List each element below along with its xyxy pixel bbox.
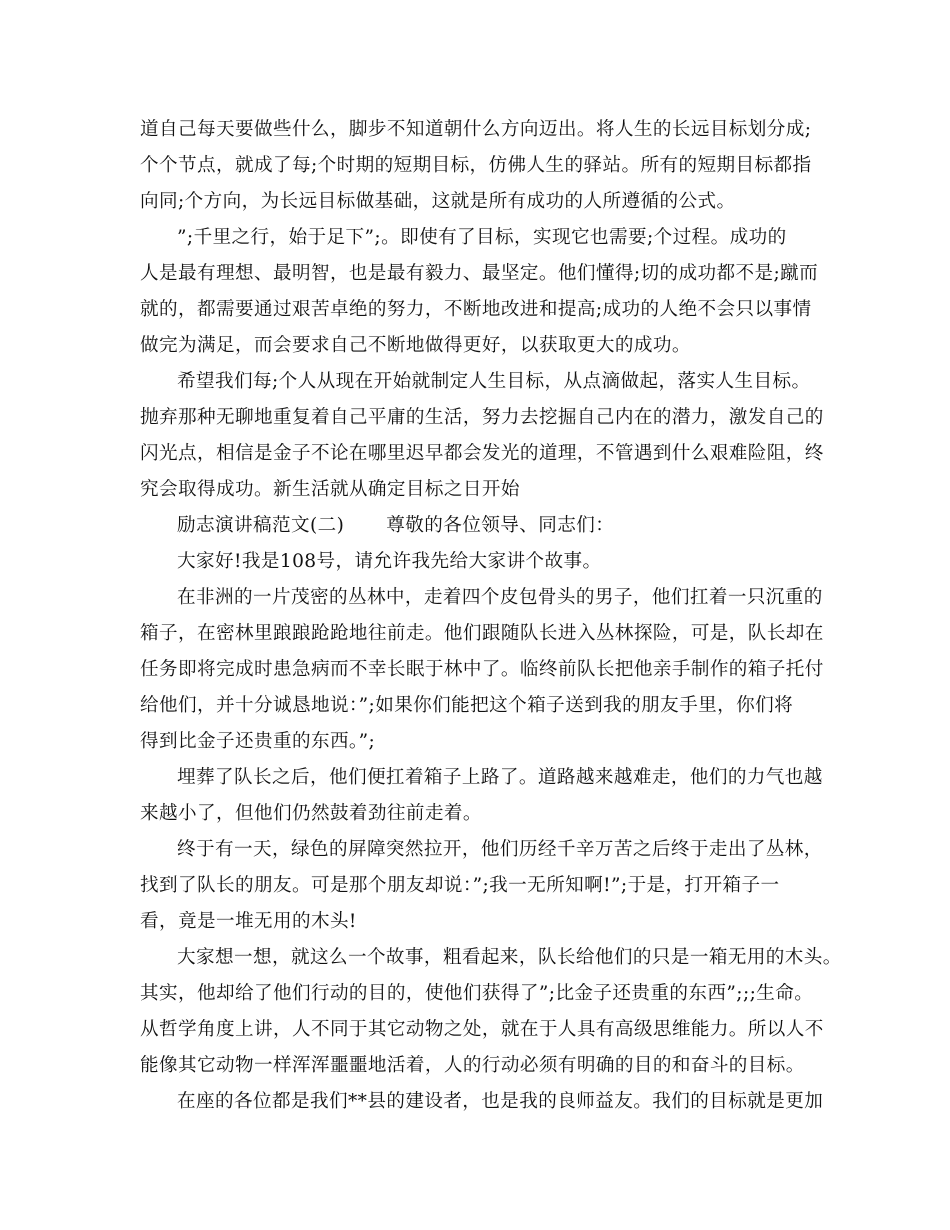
- text-line: 向同;个方向，为长远目标做基础，这就是所有成功的人所遵循的公式。: [140, 191, 736, 212]
- text-line: 终于有一天，绿色的屏障突然拉开，他们历经千辛万苦之后终于走出了丛林，: [177, 839, 823, 860]
- text-line: 就的，都需要通过艰苦卓绝的努力，不断地改进和提高;成功的人绝不会只以事情: [140, 299, 812, 320]
- text-line: 得到比金子还贵重的东西。”;: [140, 731, 376, 752]
- text-line: 能像其它动物一样浑浑噩噩地活着，人的行动必须有明确的目的和奋斗的目标。: [140, 1055, 805, 1076]
- section-title: 励志演讲稿范文(二): [177, 515, 345, 536]
- text-line: 做完为满足，而会要求自己不断地做得更好，以获取更大的成功。: [140, 335, 691, 356]
- text-line: 其实，他却给了他们行动的目的，使他们获得了”;比金子还贵重的东西”;;;生命。: [140, 983, 814, 1004]
- salutation: 尊敬的各位领导、同志们：: [386, 515, 615, 536]
- text-line: 任务即将完成时患急病而不幸长眠于林中了。临终前队长把他亲手制作的箱子托付: [140, 659, 824, 680]
- text-line: 究会取得成功。新生活就从确定目标之日开始: [140, 479, 520, 500]
- text-line: 个个节点，就成了每;个时期的短期目标，仿佛人生的驿站。所有的短期目标都指: [140, 155, 812, 176]
- text-line: 大家想一想，就这么一个故事，粗看起来，队长给他们的只是一箱无用的木头。: [177, 947, 842, 968]
- text-line: 箱子，在密林里踉踉跄跄地往前走。他们跟随队长进入丛林探险，可是，队长却在: [140, 623, 824, 644]
- text-line: 人是最有理想、最明智，也是最有毅力、最坚定。他们懂得;切的成功都不是;蹴而: [140, 263, 819, 284]
- text-line: 闪光点，相信是金子不论在哪里迟早都会发光的道理，不管遇到什么艰难险阻，终: [140, 443, 824, 464]
- text-line: 看，竟是一堆无用的木头!: [140, 911, 357, 932]
- section-heading-line: [177, 514, 857, 538]
- text-line: ”;千里之行，始于足下”;。即使有了目标，实现它也需要;个过程。成功的: [177, 227, 787, 248]
- text-line: 抛弃那种无聊地重复着自己平庸的生活，努力去挖掘自己内在的潜力，激发自己的: [140, 407, 824, 428]
- text-line: 希望我们每;个人从现在开始就制定人生目标，从点滴做起，落实人生目标。: [177, 371, 811, 392]
- text-line: 来越小了，但他们仍然鼓着劲往前走着。: [140, 803, 482, 824]
- text-line: 从哲学角度上讲，人不同于其它动物之处，就在于人具有高级思维能力。所以人不: [140, 1019, 824, 1040]
- text-line: 埋葬了队长之后，他们便扛着箱子上路了。道路越来越难走，他们的力气也越: [177, 767, 823, 788]
- text-line: 给他们，并十分诚恳地说：”;如果你们能把这个箱子送到我的朋友手里，你们将: [140, 695, 794, 716]
- text-line: 大家好!我是108号，请允许我先给大家讲个故事。: [177, 551, 602, 572]
- text-line: 找到了队长的朋友。可是那个朋友却说：”;我一无所知啊!”;于是，打开箱子一: [140, 875, 780, 896]
- text-line: 在座的各位都是我们**县的建设者，也是我的良师益友。我们的目标就是更加: [177, 1091, 824, 1112]
- text-line: 在非洲的一片茂密的丛林中，走着四个皮包骨头的男子，他们扛着一只沉重的: [177, 587, 823, 608]
- text-line: 道自己每天要做些什么，脚步不知道朝什么方向迈出。将人生的长远目标划分成;: [140, 119, 812, 140]
